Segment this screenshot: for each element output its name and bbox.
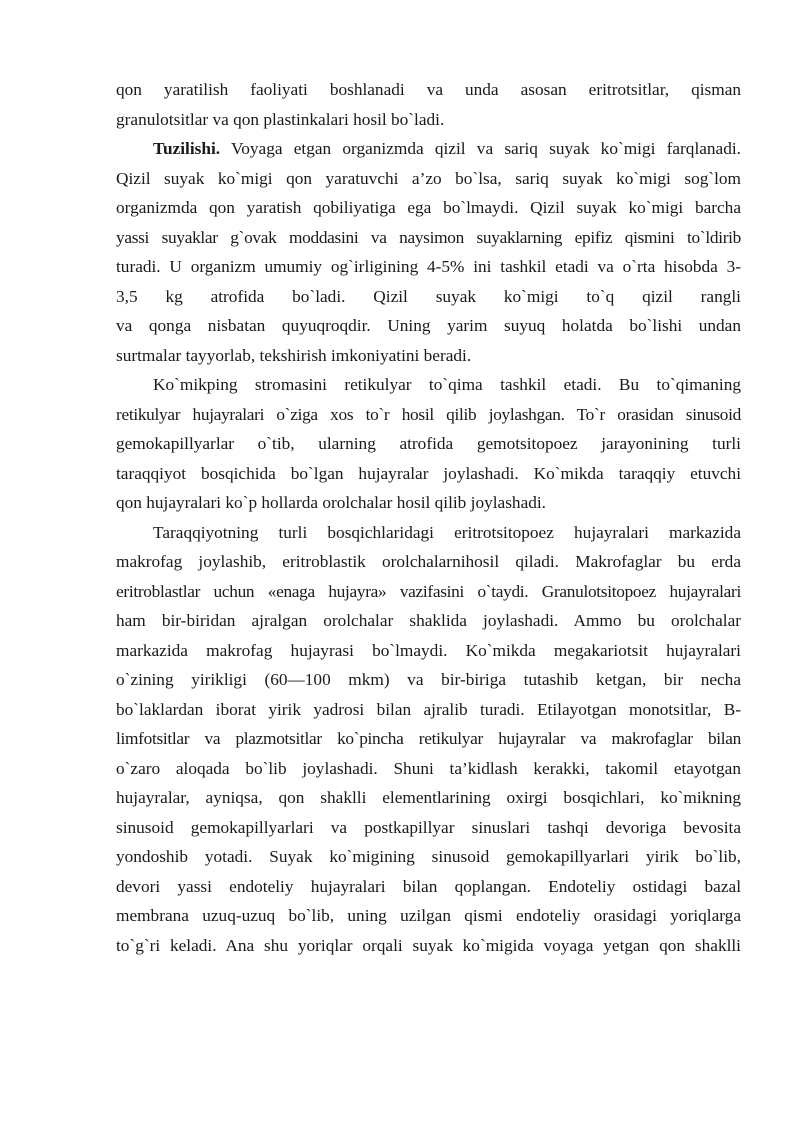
text-line: to`g`ri keladi. Ana shu yoriqlar orqali suyak ko`migida voyaga yetgan qon shaklli xyxy=(116,935,741,955)
text-line: turadi. U organizm umumiy og`irligining 4-5% ini tashkil etadi va o`rta hisobda 3- xyxy=(116,257,741,276)
text-line: yassi suyaklar g`ovak moddasini va naysimon suyaklarning epifiz qismini to`ldirib xyxy=(116,227,741,247)
text-line: bo`laklardan iborat yirik yadrosi bilan ajralib turadi. Etilayotgan monotsitlar, B- xyxy=(116,699,741,719)
text-line: eritroblastlar uchun «enaga hujayra» vazifasini o`taydi. Granulotsitopoez hujayralari xyxy=(116,581,741,601)
text-line: devori yassi endoteliy hujayralari bilan qoplangan. Endoteliy ostidagi bazal xyxy=(116,876,741,896)
text-line: o`zining yirikligi (60—100 mkm) va bir-biriga tutashib ketgan, bir necha xyxy=(116,670,741,689)
text-line: qon hujayralari ko`p hollarda orolchalar hosil qilib joylashadi. xyxy=(116,493,546,512)
text-line: Ko`mikping stromasini retikulyar to`qima tashkil etadi. Bu to`qimaning xyxy=(153,375,741,394)
text-line: hujayralar, ayniqsa, qon shaklli elementlarining oxirgi bosqichlari, ko`mikning xyxy=(116,788,741,807)
text-line: surtmalar tayyorlab, tekshirish imkoniyatini beradi. xyxy=(116,345,472,365)
text-line: Taraqqiyotning turli bosqichlaridagi eritrotsitopoez hujayralari markazida xyxy=(153,522,741,542)
text-span: Voyaga etgan organizmda qizil va sariq suyak ko`migi farqlanadi. xyxy=(220,139,741,158)
text-line: qon yaratilish faoliyati boshlanadi va unda asosan eritrotsitlar, qisman xyxy=(116,80,741,99)
text-line: gemokapillyarlar o`tib, ularning atrofida gemotsitopoez jarayonining turli xyxy=(116,434,741,453)
text-line: sinusoid gemokapillyarlari va postkapillyar sinuslari tashqi devoriga bevosita xyxy=(116,817,741,837)
text-line: retikulyar hujayralari o`ziga xos to`r hosil qilib joylashgan. To`r orasidan sinusoid xyxy=(116,404,741,424)
text-line: organizmda qon yaratish qobiliyatiga ega bo`lmaydi. Qizil suyak ko`migi barcha xyxy=(116,198,741,217)
text-line: ham bir-biridan ajralgan orolchalar shaklida joylashadi. Ammo bu orolchalar xyxy=(116,611,741,630)
text-line: membrana uzuq-uzuq bo`lib, uning uzilgan qismi endoteliy orasidagi yoriqlarga xyxy=(116,906,741,925)
text-line: makrofag joylashib, eritroblastik orolchalarnihosil qiladi. Makrofaglar bu erda xyxy=(116,552,741,571)
text-line: markazida makrofag hujayrasi bo`lmaydi. Ko`mikda megakariotsit hujayralari xyxy=(116,640,741,660)
text-line: 3,5 kg atrofida bo`ladi. Qizil suyak ko`migi to`q qizil rangli xyxy=(116,286,741,306)
text-line: limfotsitlar va plazmotsitlar ko`pincha retikulyar hujayralar va makrofaglar bilan xyxy=(116,729,741,748)
text-line: va qonga nisbatan quyuqroqdir. Uning yarim suyuq holatda bo`lishi undan xyxy=(116,316,741,335)
text-line xyxy=(116,134,741,164)
text-line: o`zaro aloqada bo`lib joylashadi. Shuni ta’kidlash kerakki, takomil etayotgan xyxy=(116,758,741,778)
text-line: Qizil suyak ko`migi qon yaratuvchi a’zo bo`lsa, sariq suyak ko`migi sog`lom xyxy=(116,168,741,188)
section-heading: Tuzilishi. xyxy=(153,139,221,158)
body-text xyxy=(116,75,741,960)
text-line: granulotsitlar va qon plastinkalari hosil bo`ladi. xyxy=(116,109,445,129)
text-line: yondoshib yotadi. Suyak ko`migining sinusoid gemokapillyarlari yirik bo`lib, xyxy=(116,847,741,866)
text-line: taraqqiyot bosqichida bo`lgan hujayralar joylashadi. Ko`mikda taraqqiy etuvchi xyxy=(116,463,741,483)
